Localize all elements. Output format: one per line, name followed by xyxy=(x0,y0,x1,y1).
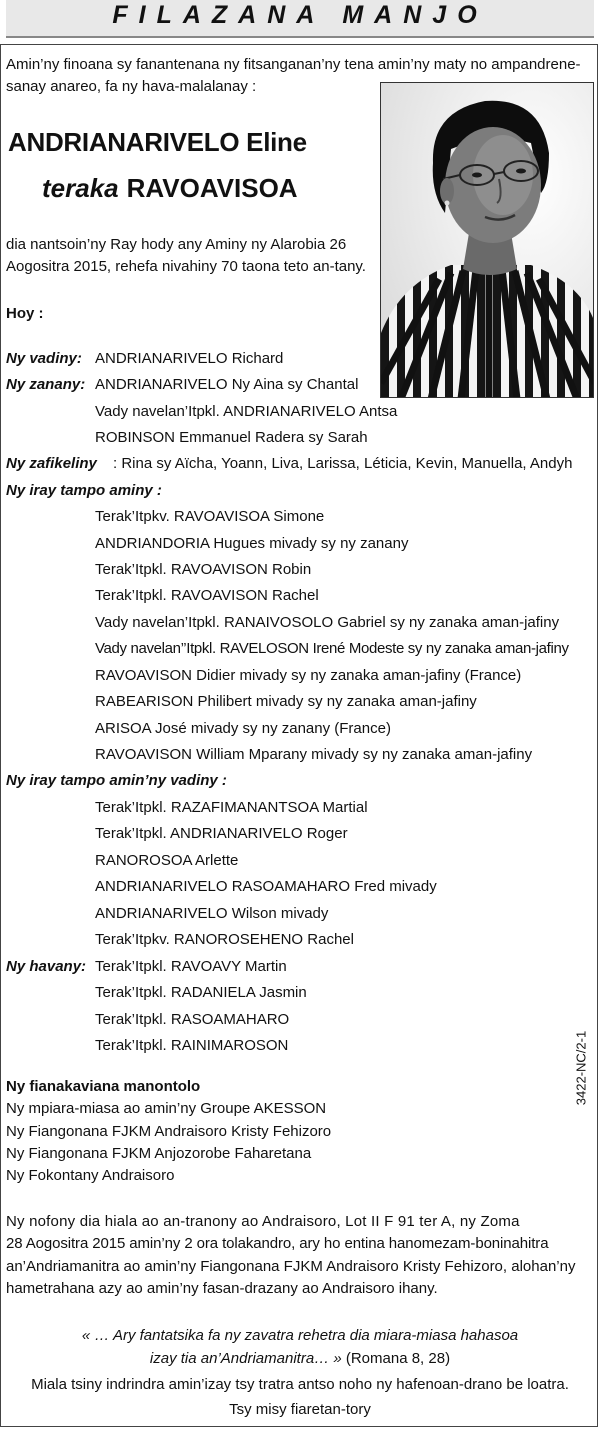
funeral-line-4: hametrahana azy ao amin’ny fasan-drazany ao Andraisoro ihany. xyxy=(6,1280,438,1297)
list-item: ROBINSON Emmanuel Radera sy Sarah xyxy=(95,429,368,446)
closing-apology: Miala tsiny indrindra amin’izay tsy tratra antso noho ny hafenoan-drano be loatra. xyxy=(31,1376,569,1393)
quote-line-1: « … Ary fantatsika fa ny zavatra rehetra dia miara-miasa hahasoa xyxy=(81,1327,519,1344)
funeral-line-1: Ny nofony dia hiala ao an-tranony ao Andraisoro, Lot II F 91 ter A, ny Zoma xyxy=(6,1213,520,1230)
deceased-alias xyxy=(42,173,298,203)
grandchildren-list: : Rina sy Aïcha, Yoann, Liva, Larissa, Léticia, Kevin, Manuella, Andyh xyxy=(113,455,573,472)
list-item: RAVOAVISON Didier mivady sy ny zanaka aman-jafiny (France) xyxy=(95,667,522,684)
intro-line-2: sanay anareo, fa ny hava-malalanay : xyxy=(6,78,257,95)
list-item: Terak’Itpkl. RAINIMAROSON xyxy=(95,1037,289,1054)
alias-prefix: teraka xyxy=(42,173,119,203)
alias-name: RAVOAVISOA xyxy=(126,173,298,203)
closing-note: Tsy misy fiaretan-tory xyxy=(229,1401,371,1418)
list-item: Terak’Itpkl. RASOAMAHARO xyxy=(95,1011,290,1028)
list-item: Ny Fokontany Andraisoro xyxy=(6,1167,175,1184)
funeral-line-3: an’Andriamanitra ao amin’ny Fiangonana FJKM Andraisoro Kristy Fehizoro, alohan’ny xyxy=(6,1258,576,1275)
list-item: Terak’Itpkl. ANDRIANARIVELO Roger xyxy=(95,825,348,842)
header-title: FILAZANA MANJO xyxy=(112,1,488,29)
list-item: RANOROSOA Arlette xyxy=(95,852,239,869)
quote-line-2 xyxy=(0,1350,600,1368)
quote-text: izay tia an’Andriamanitra… » xyxy=(149,1350,342,1367)
list-item: Terak’Itpkl. RADANIELA Jasmin xyxy=(95,984,307,1001)
list-item: Vady navelan’Itpkl. RANAIVOSOLO Gabriel sy ny zanaka aman-jafiny xyxy=(95,614,560,631)
list-item: Terak’Itpkl. RAVOAVY Martin xyxy=(95,958,287,975)
children-label: Ny zanany: xyxy=(6,376,86,393)
organizations-title: Ny fianakaviana manontolo xyxy=(6,1078,201,1095)
list-item: ARISOA José mivady sy ny zanany (France) xyxy=(95,720,391,737)
siblings-label: Ny iray tampo aminy : xyxy=(6,482,162,499)
list-item: Terak’Itpkl. RAZAFIMANANTSOA Martial xyxy=(95,799,368,816)
list-item: ANDRIANARIVELO RASOAMAHARO Fred mivady xyxy=(95,878,437,895)
list-item: Terak’Itpkv. RAVOAVISOA Simone xyxy=(95,508,325,525)
portrait-photo xyxy=(380,82,594,398)
header-banner xyxy=(6,0,594,38)
relatives-label: Ny havany: xyxy=(6,958,87,975)
spouse-label: Ny vadiny: xyxy=(6,350,82,367)
list-item: Vady navelan’’Itpkl. RAVELOSON Irené Modeste sy ny zanaka aman-jafiny xyxy=(95,640,569,657)
list-item: Ny Fiangonana FJKM Andraisoro Kristy Fehizoro xyxy=(6,1123,332,1140)
list-item: Ny Fiangonana FJKM Anjozorobe Faharetana xyxy=(6,1145,312,1162)
list-item: ANDRIANARIVELO Wilson mivady xyxy=(95,905,329,922)
deceased-name: ANDRIANARIVELO Eline xyxy=(8,127,307,157)
funeral-line-2: 28 Aogositra 2015 amin’ny 2 ora tolakandro, ary ho entina hanomezam-boninahitra xyxy=(6,1235,549,1252)
list-item: Terak’Itpkv. RANOROSEHENO Rachel xyxy=(95,931,354,948)
quote-reference: (Romana 8, 28) xyxy=(345,1350,451,1367)
list-item: ANDRIANARIVELO Ny Aina sy Chantal xyxy=(95,376,359,393)
list-item: RAVOAVISON William Mparany mivady sy ny zanaka aman-jafiny xyxy=(95,746,533,763)
list-item: Terak’Itpkl. RAVOAVISON Rachel xyxy=(95,587,319,604)
spouse-name: ANDRIANARIVELO Richard xyxy=(95,350,284,367)
intro-line-1: Amin’ny finoana sy fanantenana ny fitsanganan’ny tena amin’ny maty no ampandrene- xyxy=(6,56,581,73)
spouse-siblings-label: Ny iray tampo amin’ny vadiny : xyxy=(6,772,227,789)
list-item: Vady navelan’Itpkl. ANDRIANARIVELO Antsa xyxy=(95,403,398,420)
death-notice-line-2: Aogositra 2015, rehefa nivahiny 70 taona teto an-tany. xyxy=(6,258,366,275)
list-item: Terak’Itpkl. RAVOAVISON Robin xyxy=(95,561,312,578)
list-item: RABEARISON Philibert mivady sy ny zanaka aman-jafiny xyxy=(95,693,477,710)
list-item: Ny mpiara-miasa ao amin’ny Groupe AKESSON xyxy=(6,1100,327,1117)
list-item: ANDRIANDORIA Hugues mivady sy ny zanany xyxy=(95,535,409,552)
reference-code: 3422-NC/2-1 xyxy=(573,1030,589,1106)
grandchildren-label: Ny zafikeliny xyxy=(6,455,97,472)
death-notice-line-1: dia nantsoin’ny Ray hody any Aminy ny Alarobia 26 xyxy=(6,236,347,253)
hoy-label: Hoy : xyxy=(6,305,44,322)
